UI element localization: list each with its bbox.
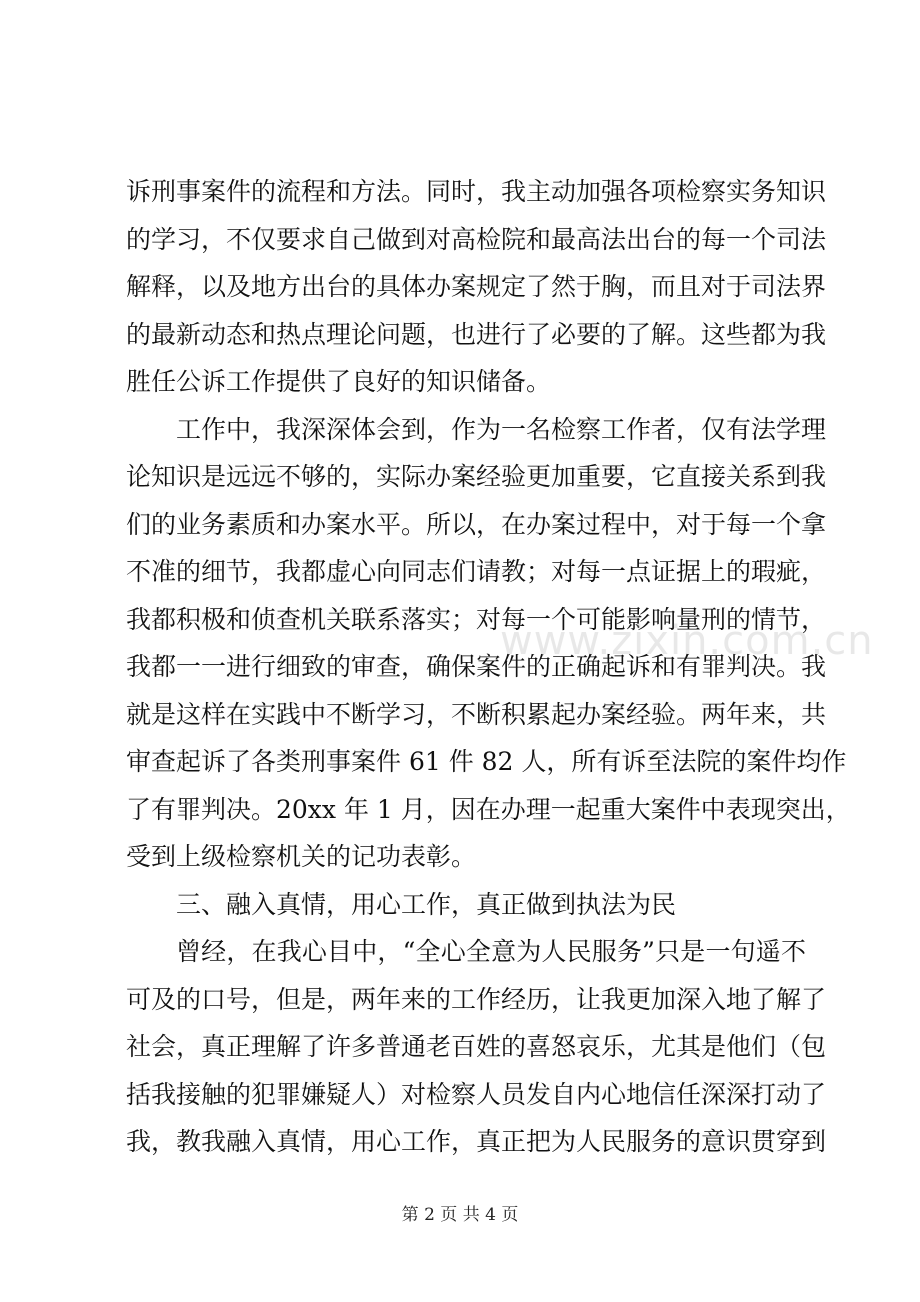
- text-line: 社会，真正理解了许多普通老百姓的喜怒哀乐，尤其是他们（包: [126, 1032, 827, 1061]
- text-line: 受到上级检察机关的记功表彰。: [126, 842, 477, 871]
- text-line: 我都一一进行细致的审查，确保案件的正确起诉和有罪判决。我: [126, 652, 827, 681]
- text-line: 论知识是远远不够的，实际办案经验更加重要，它直接关系到我: [126, 462, 827, 491]
- text-line: 我，教我融入真情，用心工作，真正把为人民服务的意识贯穿到: [126, 1127, 827, 1156]
- text-line: 三、融入真情，用心工作，真正做到执法为民: [176, 889, 677, 919]
- text-line: 的学习，不仅要求自己做到对高检院和最高法出台的每一个司法: [126, 224, 827, 254]
- text-line: 胜任公诉工作提供了良好的知识储备。: [126, 367, 552, 396]
- text-line: 诉刑事案件的流程和方法。同时，我主动加强各项检察实务知识: [126, 177, 827, 206]
- text-line: 审查起诉了各类刑事案件 61 件 82 人，所有诉至法院的案件均作: [126, 747, 847, 776]
- text-line: 就是这样在实践中不断学习，不断积累起办案经验。两年来，共: [126, 699, 827, 729]
- watermark: www.zixin.com.cn: [500, 618, 874, 664]
- text-line: 不准的细节，我都虚心向同志们请教；对每一点证据上的瑕疵，: [126, 557, 827, 586]
- text-line: 可及的口号，但是，两年来的工作经历，让我更加深入地了解了: [126, 984, 827, 1014]
- text-line: 工作中，我深深体会到，作为一名检察工作者，仅有法学理: [176, 414, 827, 444]
- text-line: 的最新动态和热点理论问题，也进行了必要的了解。这些都为我: [126, 319, 827, 349]
- text-line: 解释，以及地方出台的具体办案规定了然于胸，而且对于司法界: [126, 272, 827, 301]
- text-line: 括我接触的犯罪嫌疑人）对检察人员发自内心地信任深深打动了: [126, 1079, 827, 1109]
- text-line: 了有罪判决。20xx 年 1 月，因在办理一起重大案件中表现突出，: [126, 794, 851, 824]
- page-footer: 第 2 页 共 4 页: [401, 1205, 519, 1225]
- text-line: 曾经，在我心目中，“全心全意为人民服务”只是一句遥不: [176, 937, 806, 966]
- text-line: 们的业务素质和办案水平。所以，在办案过程中，对于每一个拿: [126, 509, 827, 539]
- body-text: [126, 168, 851, 1166]
- text-line: 我都积极和侦查机关联系落实；对每一个可能影响量刑的情节，: [126, 604, 827, 634]
